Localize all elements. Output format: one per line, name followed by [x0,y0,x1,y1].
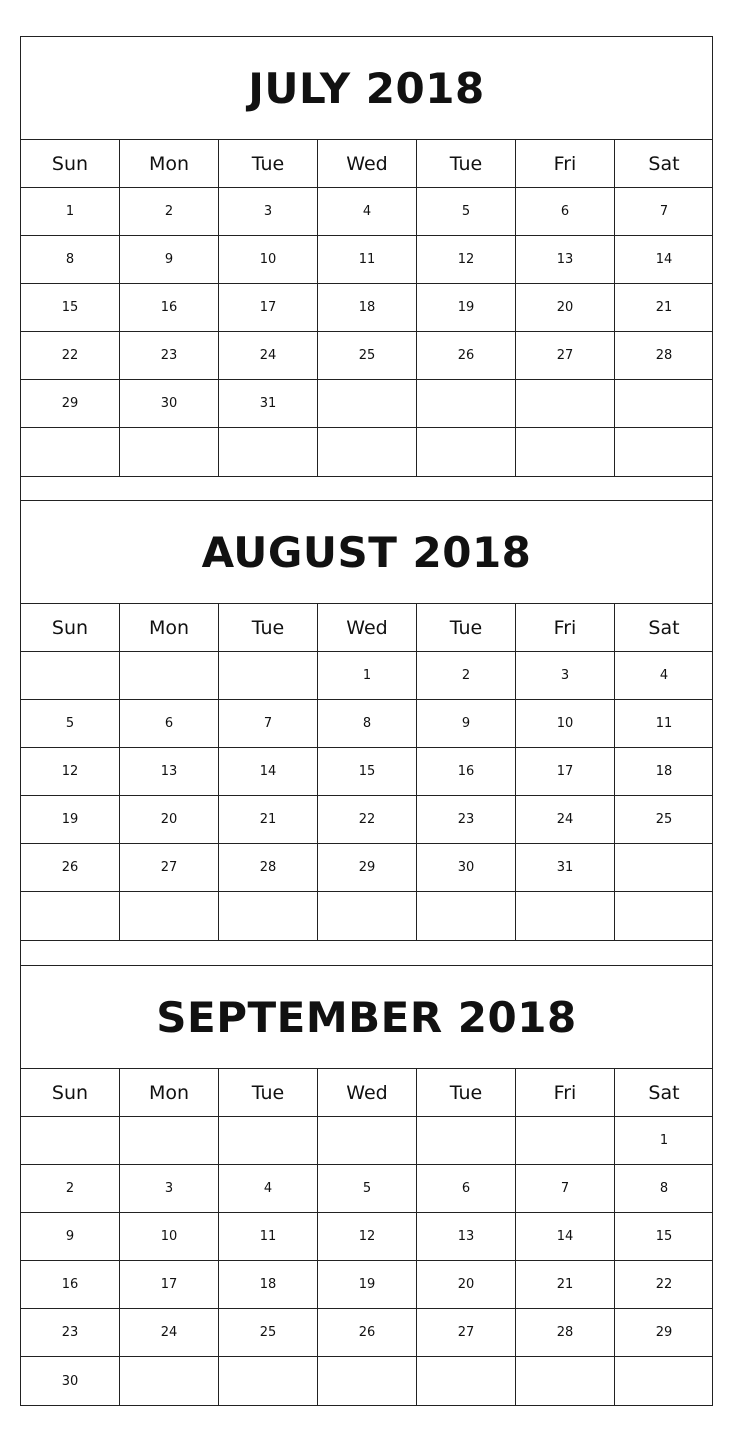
day-cell: 21 [615,284,713,332]
empty-day-cell [21,892,120,940]
day-cell: 19 [417,284,516,332]
day-cell: 3 [219,188,318,236]
empty-day-cell [417,428,516,476]
weekday-header: Tue [219,604,318,652]
day-cell: 13 [417,1213,516,1261]
empty-day-cell [120,428,219,476]
day-cell: 19 [21,796,120,844]
day-cell: 6 [516,188,615,236]
day-cell: 14 [516,1213,615,1261]
day-cell: 10 [516,700,615,748]
empty-day-cell [516,380,615,428]
day-cell: 9 [417,700,516,748]
day-cell: 18 [615,748,713,796]
empty-day-cell [516,892,615,940]
month-separator [21,941,713,965]
month-separator [21,476,713,500]
day-cell: 25 [318,332,417,380]
calendar-september-2018 [21,965,713,1406]
day-cell: 24 [516,796,615,844]
empty-day-cell [219,892,318,940]
day-cell: 30 [417,844,516,892]
day-cell: 2 [417,652,516,700]
day-cell: 14 [615,236,713,284]
day-cell: 5 [417,188,516,236]
day-cell: 4 [318,188,417,236]
month-title: AUGUST 2018 [21,501,712,604]
day-cell: 11 [318,236,417,284]
day-cell: 8 [318,700,417,748]
day-cell: 9 [120,236,219,284]
month-grid [21,1069,712,1405]
day-cell: 12 [417,236,516,284]
day-cell: 5 [318,1165,417,1213]
empty-day-cell [21,652,120,700]
calendar-july-2018 [21,36,713,477]
day-cell: 8 [615,1165,713,1213]
day-cell: 14 [219,748,318,796]
weekday-header: Sat [615,140,713,188]
empty-day-cell [516,428,615,476]
empty-day-cell [219,652,318,700]
empty-day-cell [318,892,417,940]
calendar-august-2018 [21,500,713,941]
empty-day-cell [615,380,713,428]
day-cell: 29 [21,380,120,428]
day-cell: 5 [21,700,120,748]
day-cell: 30 [120,380,219,428]
day-cell: 21 [516,1261,615,1309]
day-cell: 12 [318,1213,417,1261]
day-cell: 31 [219,380,318,428]
day-cell: 9 [21,1213,120,1261]
empty-day-cell [219,1357,318,1405]
day-cell: 22 [615,1261,713,1309]
day-cell: 15 [318,748,417,796]
day-cell: 15 [615,1213,713,1261]
day-cell: 20 [120,796,219,844]
day-cell: 20 [516,284,615,332]
weekday-header: Sat [615,1069,713,1117]
day-cell: 3 [516,652,615,700]
day-cell: 28 [219,844,318,892]
weekday-header: Fri [516,140,615,188]
day-cell: 26 [417,332,516,380]
day-cell: 4 [615,652,713,700]
day-cell: 17 [219,284,318,332]
empty-day-cell [417,1357,516,1405]
weekday-header: Fri [516,604,615,652]
empty-day-cell [615,892,713,940]
day-cell: 25 [615,796,713,844]
day-cell: 26 [21,844,120,892]
month-grid [21,140,712,476]
weekday-header: Tue [219,1069,318,1117]
day-cell: 7 [219,700,318,748]
empty-day-cell [516,1117,615,1165]
day-cell: 11 [219,1213,318,1261]
weekday-header: Mon [120,140,219,188]
month-grid [21,604,712,940]
day-cell: 23 [120,332,219,380]
empty-day-cell [417,380,516,428]
day-cell: 7 [615,188,713,236]
empty-day-cell [615,428,713,476]
empty-day-cell [21,1117,120,1165]
weekday-header: Tue [417,604,516,652]
day-cell: 6 [120,700,219,748]
day-cell: 29 [318,844,417,892]
empty-day-cell [219,428,318,476]
day-cell: 28 [615,332,713,380]
weekday-header: Fri [516,1069,615,1117]
day-cell: 4 [219,1165,318,1213]
weekday-header: Tue [417,140,516,188]
day-cell: 3 [120,1165,219,1213]
day-cell: 1 [318,652,417,700]
day-cell: 12 [21,748,120,796]
day-cell: 11 [615,700,713,748]
day-cell: 1 [615,1117,713,1165]
empty-day-cell [417,1117,516,1165]
empty-day-cell [318,428,417,476]
weekday-header: Sun [21,140,120,188]
day-cell: 13 [120,748,219,796]
day-cell: 23 [21,1309,120,1357]
day-cell: 26 [318,1309,417,1357]
weekday-header: Mon [120,1069,219,1117]
empty-day-cell [219,1117,318,1165]
day-cell: 8 [21,236,120,284]
day-cell: 22 [21,332,120,380]
day-cell: 22 [318,796,417,844]
weekday-header: Wed [318,604,417,652]
empty-day-cell [417,892,516,940]
day-cell: 6 [417,1165,516,1213]
weekday-header: Sun [21,1069,120,1117]
month-title: SEPTEMBER 2018 [21,966,712,1069]
weekday-header: Wed [318,1069,417,1117]
day-cell: 18 [318,284,417,332]
day-cell: 10 [219,236,318,284]
day-cell: 2 [120,188,219,236]
day-cell: 24 [219,332,318,380]
empty-day-cell [318,1357,417,1405]
day-cell: 29 [615,1309,713,1357]
day-cell: 10 [120,1213,219,1261]
weekday-header: Sat [615,604,713,652]
day-cell: 16 [417,748,516,796]
day-cell: 24 [120,1309,219,1357]
day-cell: 17 [120,1261,219,1309]
day-cell: 18 [219,1261,318,1309]
day-cell: 30 [21,1357,120,1405]
empty-day-cell [21,428,120,476]
empty-day-cell [120,652,219,700]
day-cell: 16 [21,1261,120,1309]
empty-day-cell [120,1117,219,1165]
day-cell: 16 [120,284,219,332]
weekday-header: Tue [417,1069,516,1117]
empty-day-cell [516,1357,615,1405]
day-cell: 23 [417,796,516,844]
day-cell: 1 [21,188,120,236]
day-cell: 27 [120,844,219,892]
day-cell: 21 [219,796,318,844]
empty-day-cell [120,1357,219,1405]
day-cell: 25 [219,1309,318,1357]
month-title: JULY 2018 [21,37,712,140]
day-cell: 17 [516,748,615,796]
day-cell: 7 [516,1165,615,1213]
day-cell: 31 [516,844,615,892]
day-cell: 27 [516,332,615,380]
left-border-strip [0,36,21,1406]
day-cell: 13 [516,236,615,284]
empty-day-cell [615,1357,713,1405]
day-cell: 19 [318,1261,417,1309]
day-cell: 27 [417,1309,516,1357]
day-cell: 28 [516,1309,615,1357]
day-cell: 20 [417,1261,516,1309]
empty-day-cell [318,380,417,428]
empty-day-cell [318,1117,417,1165]
weekday-header: Sun [21,604,120,652]
day-cell: 15 [21,284,120,332]
weekday-header: Tue [219,140,318,188]
weekday-header: Mon [120,604,219,652]
empty-day-cell [615,844,713,892]
day-cell: 2 [21,1165,120,1213]
weekday-header: Wed [318,140,417,188]
empty-day-cell [120,892,219,940]
